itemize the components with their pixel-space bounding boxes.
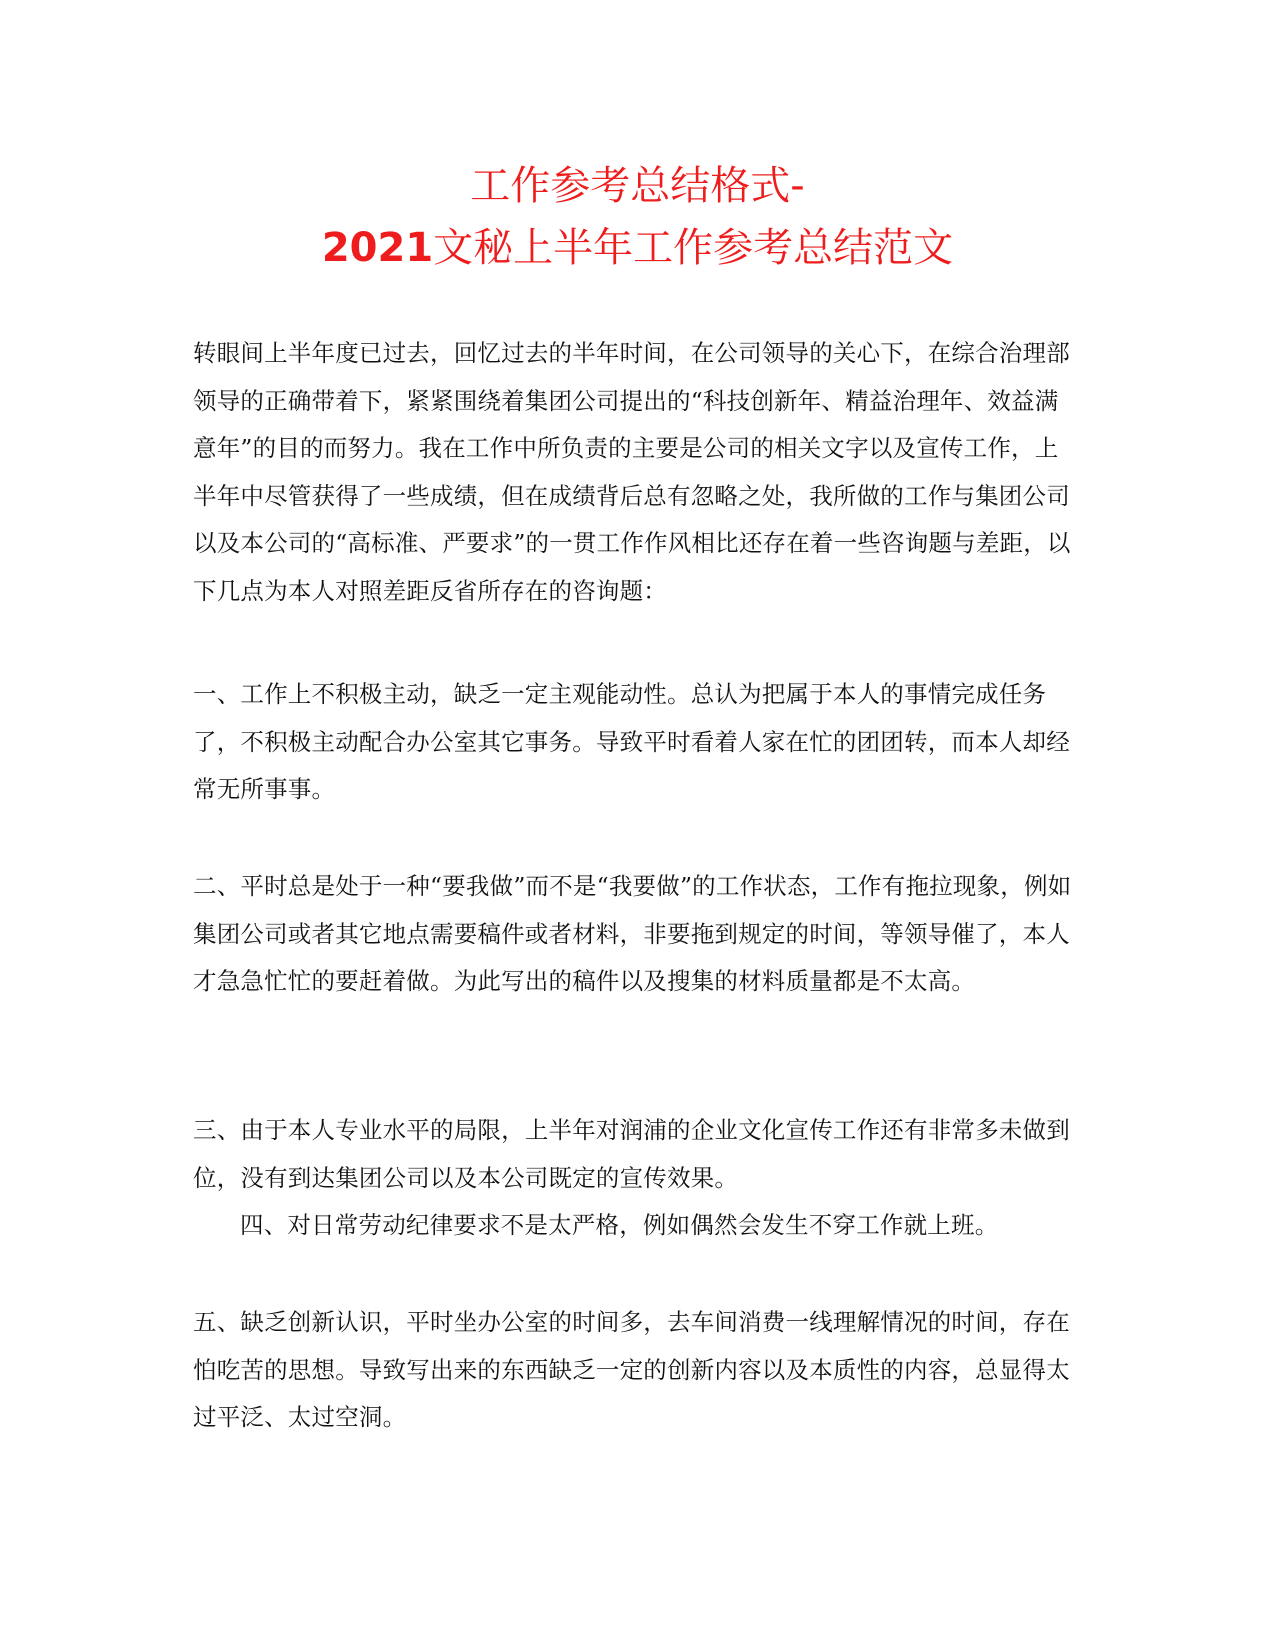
title-rest: 文秘上半年工作参考总结范文 [433, 225, 954, 271]
paragraph-item-5: 五、缺乏创新认识，平时坐办公室的时间多，去车间消费一线理解情况的时间，存在怕吃苦的思想。导致写出来的东西缺乏一定的创新内容以及本质性的内容，总显得太过平泛、太过空洞。 [193, 1308, 1070, 1431]
paragraph-item-4: 四、对日常劳动纪律要求不是太严格，例如偶然会发生不穿工作就上班。 [240, 1211, 999, 1239]
document-title-line2 [0, 224, 1275, 272]
paragraph-intro: 转眼间上半年度已过去，回忆过去的半年时间，在公司领导的关心下，在综合治理部领导的正确带着下，紧紧围绕着集团公司提出的“科技创新年、精益治理年、效益满意年”的目的而努力。我在工作中所负责的主要是公司的相关文字以及宣传工作，上半年中尽管获得了一些成绩，但在成绩背后总有忽略之处，我所做的工作与集团公司以及本公司的“高标准、严要求”的一贯工作作风相比还存在着一些咨询题与差距，以下几点为本人对照差距反省所存在的咨询题： [193, 339, 1071, 605]
title-year: 2021 [321, 225, 434, 271]
paragraph-item-1: 一、工作上不积极主动，缺乏一定主观能动性。总认为把属于本人的事情完成任务了，不积极主动配合办公室其它事务。导致平时看着人家在忙的团团转，而本人却经常无所事事。 [193, 680, 1070, 803]
paragraph-item-2: 二、平时总是处于一种“要我做”而不是“我要做”的工作状态，工作有拖拉现象，例如集团公司或者其它地点需要稿件或者材料，非要拖到规定的时间，等领导催了，本人才急急忙忙的要赶着做。为此写出的稿件以及搜集的材料质量都是不太高。 [193, 872, 1072, 995]
document-title-line1: 工作参考总结格式- [470, 163, 805, 209]
paragraph-item-3: 三、由于本人专业水平的局限，上半年对润浦的企业文化宣传工作还有非常多未做到位，没有到达集团公司以及本公司既定的宣传效果。 [193, 1116, 1070, 1192]
